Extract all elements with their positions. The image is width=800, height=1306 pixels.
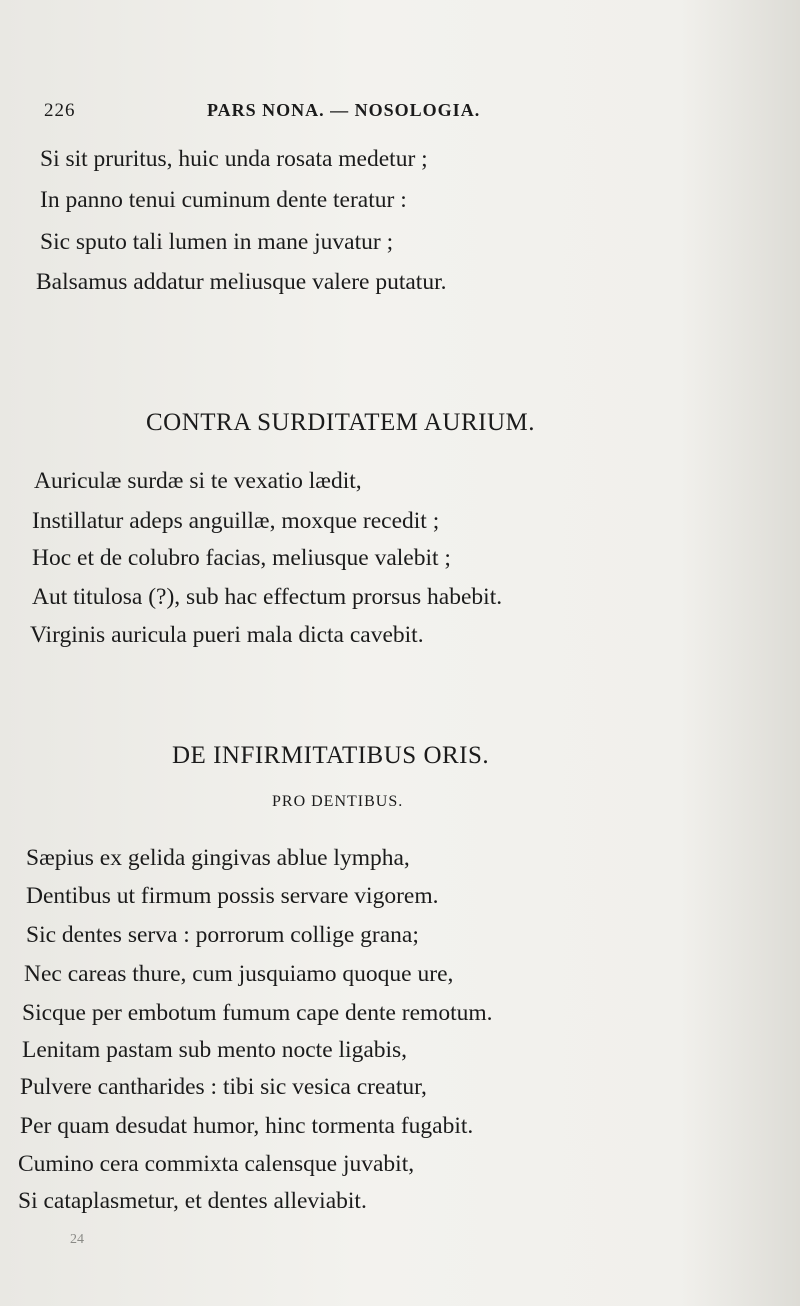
page-number: 226	[44, 100, 76, 121]
verse-line: Sic dentes serva : porrorum collige grana;	[26, 922, 419, 948]
verse-line: Per quam desudat humor, hinc tormenta fugabit.	[20, 1113, 474, 1139]
verse-line: Pulvere cantharides : tibi sic vesica creatur,	[20, 1074, 427, 1100]
verse-line: Hoc et de colubro facias, meliusque valebit ;	[32, 545, 451, 571]
subheading-pro-dentibus: PRO DENTIBUS.	[272, 793, 404, 810]
verse-line: Lenitam pastam sub mento nocte ligabis,	[22, 1037, 408, 1063]
verse-line: In panno tenui cuminum dente teratur :	[40, 187, 407, 213]
verse-line: Si cataplasmetur, et dentes alleviabit.	[18, 1188, 367, 1214]
running-title: PARS NONA. — NOSOLOGIA.	[207, 100, 481, 120]
signature-mark: 24	[70, 1232, 84, 1247]
section-heading-oris: DE INFIRMITATIBUS ORIS.	[172, 742, 490, 769]
verse-line: Cumino cera commixta calensque juvabit,	[18, 1151, 415, 1177]
verse-line: Dentibus ut firmum possis servare vigorem.	[26, 883, 439, 909]
section-heading-surditatem: CONTRA SURDITATEM AURIUM.	[146, 409, 536, 436]
verse-line: Sæpius ex gelida gingivas ablue lympha,	[26, 845, 410, 871]
verse-line: Aut titulosa (?), sub hac effectum prorsus habebit.	[32, 584, 503, 610]
verse-line: Nec careas thure, cum jusquiamo quoque ure,	[24, 961, 454, 987]
verse-line: Sicque per embotum fumum cape dente remotum.	[22, 1000, 493, 1026]
verse-line: Balsamus addatur meliusque valere putatur.	[36, 269, 447, 295]
verse-line: Instillatur adeps anguillæ, moxque recedit ;	[32, 508, 440, 534]
verse-line: Sic sputo tali lumen in mane juvatur ;	[40, 229, 394, 255]
verse-line: Auriculæ surdæ si te vexatio lædit,	[34, 468, 362, 494]
verse-line: Si sit pruritus, huic unda rosata medetur ;	[40, 146, 428, 172]
verse-line: Virginis auricula pueri mala dicta cavebit.	[30, 622, 424, 648]
